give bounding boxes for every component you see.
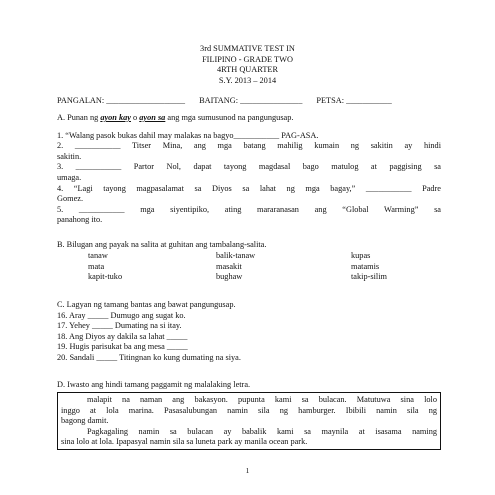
question-2-line-2: sakitin. xyxy=(57,151,82,161)
word-item: mata xyxy=(88,261,105,271)
question-4-line-2: Gomez. xyxy=(57,194,84,204)
punctuation-item: 16. Aray _____ Dumugo ang sugat ko. xyxy=(57,310,186,320)
section-c-instructions: C. Lagyan ng tamang bantas ang bawat pangungusap. xyxy=(57,300,236,309)
keyword-ayon-sa: ayon sa xyxy=(139,113,166,122)
word-item: takip-silim xyxy=(351,272,387,282)
header-title: 3rd SUMMATIVE TEST IN xyxy=(200,44,295,53)
question-1: 1. “Walang pasok bukas dahil may malakas na bagyo___________ PAG-ASA. xyxy=(57,130,319,140)
passage-p2-line-1: Pagkagaling namin sa bulacan ay babalik kami sa maynila at isasama naming xyxy=(87,426,437,436)
section-a xyxy=(57,113,441,226)
punctuation-item: 18. Ang Diyos ay dakila sa lahat _____ xyxy=(57,331,188,341)
header-subject: FILIPINO - GRADE TWO xyxy=(202,54,293,64)
question-3-line-2: umaga. xyxy=(57,173,82,183)
passage-p1-line-1: malapit na naman ang bakasyon. pupunta kami sa bulacan. Matutuwa sina lolo xyxy=(87,395,437,404)
passage-p2-line-2: sina lolo at lola. Ipapasyal namin sila sa luneta park ay manila ocean park. xyxy=(61,437,308,447)
test-header xyxy=(0,44,495,86)
punctuation-item: 17. Yehey _____ Dumating na si itay. xyxy=(57,321,182,331)
question-2-line-1: 2. ___________ Titser Mina, ang mga batang mahilig kumain ng sakitin ay hindi xyxy=(57,141,441,151)
section-b-instructions: B. Bilugan ang payak na salita at guhitan ang tambalang-salita. xyxy=(57,240,267,249)
section-d xyxy=(57,380,441,391)
word-column-1 xyxy=(88,251,122,283)
page-number: 1 xyxy=(245,466,250,475)
word-column-3 xyxy=(351,251,387,283)
section-b xyxy=(57,240,441,251)
keyword-ayon-kay: ayon kay xyxy=(100,113,131,122)
word-item: tanaw xyxy=(88,251,108,260)
passage-p1-line-2: inggo at lola marina. Pasasalubungan namin sila ng hamburger. Ibibili namin sila ng xyxy=(61,405,437,415)
question-3-line-1: 3. ___________ Partor Nol, dapat tayong magdasal bago matulog at paggising sa xyxy=(57,162,441,172)
student-info-line xyxy=(57,96,392,107)
header-school-year: S.Y. 2013 – 2014 xyxy=(218,75,277,85)
word-item: kapit-tuko xyxy=(88,272,123,282)
word-item: kupas xyxy=(351,251,371,260)
grade-label: BAITANG: _______________ xyxy=(199,96,303,105)
word-item: matamis xyxy=(351,261,380,271)
passage-p1-line-3: bagong damit. xyxy=(61,416,109,426)
question-5-line-1: 5. ___________ mga siyentipiko, ating mararanasan ang “Global Warming” sa xyxy=(57,204,441,214)
header-quarter: 4RTH QUARTER xyxy=(217,65,278,75)
word-item: masakit xyxy=(216,261,242,271)
punctuation-item: 19. Hugis parisukat ba ang mesa _____ xyxy=(57,342,188,352)
word-column-2 xyxy=(216,251,255,283)
word-item: balik-tanaw xyxy=(216,251,256,260)
section-c xyxy=(57,300,441,364)
section-d-instructions: D. Iwasto ang hindi tamang paggamit ng malalaking letra. xyxy=(57,380,251,389)
question-4-line-1: 4. “Lagi tayong magpasalamat sa Diyos sa lahat ng mga bagay,” ___________ Padre xyxy=(57,183,441,193)
section-a-instructions: A. Punan ng ayon kay o ayon sa ang mga sumusunod na pangungusap. xyxy=(57,113,294,122)
punctuation-item: 20. Sandali _____ Titingnan ko kung dumating na siya. xyxy=(57,353,241,363)
date-label: PETSA: ___________ xyxy=(316,96,392,105)
correction-passage-box xyxy=(57,392,441,450)
name-label: PANGALAN: ___________________ xyxy=(57,96,186,105)
question-5-line-2: panahong ito. xyxy=(57,215,103,225)
word-item: bughaw xyxy=(216,272,243,282)
